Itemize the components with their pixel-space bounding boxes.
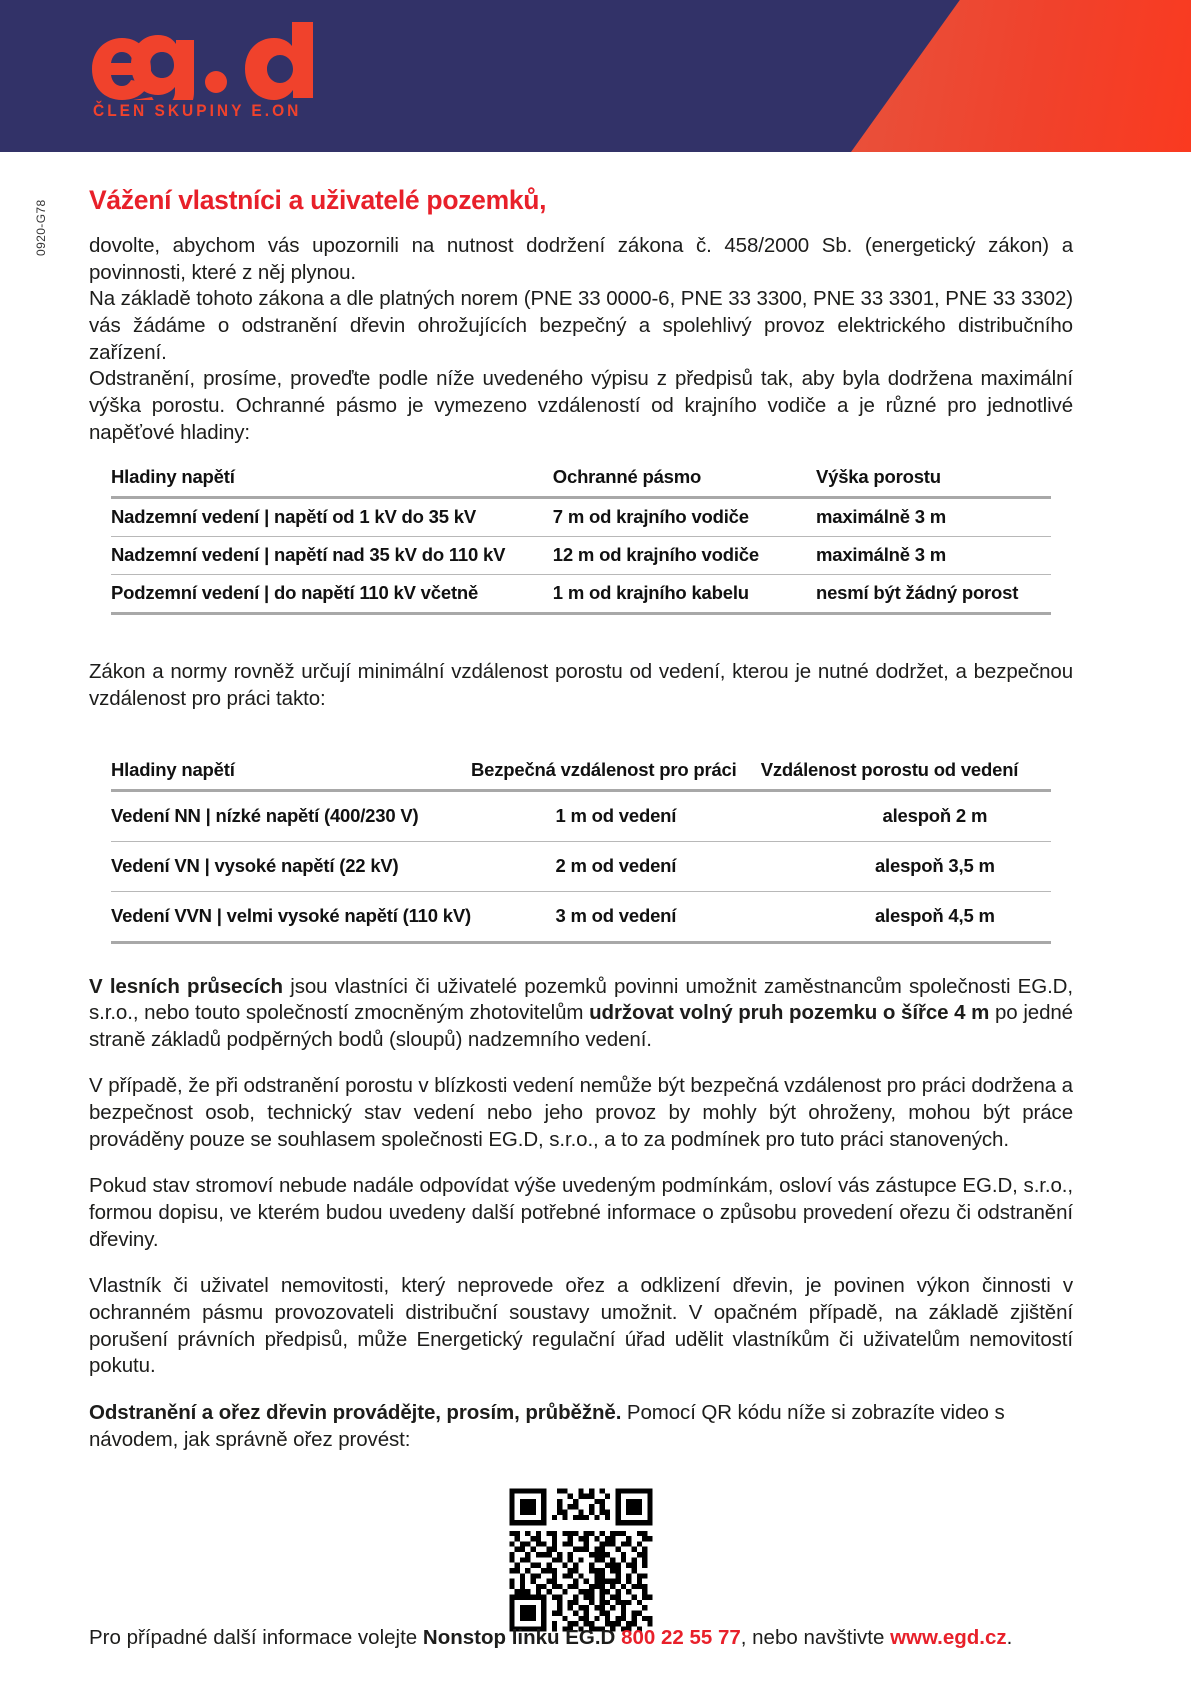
cell-growth-distance: alespoň 3,5 m	[761, 841, 1051, 891]
table-row	[111, 537, 1051, 575]
footer-contact	[89, 1625, 1099, 1652]
table-row	[111, 891, 1051, 942]
page-header	[0, 0, 1191, 152]
forest-text-1: jsou vlastníci či uživatelé pozemků povinni umožnit zaměstnancům společnosti EG.D, s.r.o., nebo touto společností zmocněným zhotovitelům	[89, 974, 1073, 1025]
intro-paragraph-1: dovolte, abychom vás upozornili na nutnost dodržení zákona č. 458/2000 Sb. (energetický zákon) a povinnosti, které z něj plynou.	[89, 234, 1073, 284]
main-content	[89, 186, 1073, 1637]
cell-zone: 1 m od krajního kabelu	[553, 575, 816, 614]
qr-intro-paragraph	[89, 1400, 1073, 1453]
egd-logo	[89, 22, 419, 120]
column-header-safe-distance: Bezpečná vzdálenost pro práci	[471, 757, 761, 791]
footer-mid: , nebo navštivte	[740, 1626, 891, 1649]
cell-growth-distance: alespoň 4,5 m	[761, 891, 1051, 942]
safe-distances-table-wrap	[111, 757, 1051, 944]
column-header-height: Výška porostu	[816, 464, 1051, 498]
cell-zone: 7 m od krajního vodiče	[552, 506, 749, 528]
safe-distances-table	[111, 757, 1051, 944]
table-row	[111, 498, 1051, 537]
case-paragraph: V případě, že při odstranění porostu v blízkosti vedení nemůže být bezpečná vzdálenost pro práci dodržena a bezpečnost osob, technický stav vedení nebo jeho provoz by mohly být ohroženy, mohou být práce prováděny pouze se souhlasem společnosti EG.D, s.r.o., a to za podmínek pro tuto práci stanovených.	[89, 1074, 1073, 1151]
table-header-row	[111, 464, 1051, 498]
cell-safe-distance: 1 m od vedení	[555, 804, 677, 826]
cell-level: Nadzemní vedení | napětí od 1 kV do 35 kV	[111, 506, 477, 528]
cell-level: Vedení NN | nízké napětí (400/230 V)	[111, 804, 419, 826]
column-header-zone: Ochranné pásmo	[553, 464, 816, 498]
document-code-label: 0920-G78	[34, 199, 48, 256]
owner-paragraph: Vlastník či uživatel nemovitosti, který neprovede ořez a odklizení dřevin, je povinen výkon činnosti v ochranném pásmu provozovateli distribuční soustavy umožnit. V opačném případě, na základě zjištění porušení právních předpisů, může Energetický regulační úřad udělit vlastníkům či uživatelům nemovitostí pokutu.	[89, 1274, 1073, 1378]
header-diagonal-accent	[851, 0, 1191, 152]
column-header-growth-distance: Vzdálenost porostu od vedení	[761, 757, 1051, 791]
footer-phone-number[interactable]: 800 22 55 77	[621, 1626, 741, 1649]
cell-zone: 12 m od krajního vodiče	[553, 537, 816, 575]
egd-tagline: ČLEN SKUPINY E.ON	[93, 102, 302, 121]
cell-level: Vedení VVN | velmi vysoké napětí (110 kV)	[111, 891, 471, 942]
forest-paragraph	[89, 974, 1073, 1054]
table-header-row	[111, 757, 1051, 791]
footer-website-link[interactable]: www.egd.cz	[890, 1626, 1007, 1649]
cell-safe-distance: 3 m od vedení	[471, 891, 761, 942]
footer-hotline-label: Nonstop linku EG.D	[422, 1626, 616, 1649]
cell-level: Nadzemní vedení | napětí nad 35 kV do 110 kV	[111, 537, 553, 575]
cell-height: maximálně 3 m	[815, 506, 947, 528]
footer-end: .	[1006, 1626, 1013, 1649]
cell-level: Podzemní vedení | do napětí 110 kV včetně	[111, 575, 553, 614]
cell-height: maximálně 3 m	[816, 537, 1051, 575]
table-row	[111, 841, 1051, 891]
forest-text-2: po jedné straně základů podpěrných bodů (sloupů) nadzemního vedení.	[89, 1001, 1073, 1051]
voltage-zones-table-wrap	[111, 464, 1051, 615]
intro-paragraph-2: Na základě tohoto zákona a dle platných norem (PNE 33 0000-6, PNE 33 3300, PNE 33 3301, PNE 33 3302) vás žádáme o odstranění dřevin ohrožujících bezpečný a spolehlivý provoz elektrického distribučního zařízení.	[89, 287, 1073, 364]
cell-growth-distance: alespoň 2 m	[882, 804, 988, 826]
qr-lead-bold: Odstranění a ořez dřevin provádějte, prosím, průběžně.	[89, 1400, 622, 1424]
table-row	[111, 575, 1051, 614]
forest-lead-bold: V lesních průsecích	[89, 974, 283, 998]
qr-code-wrap	[89, 1483, 1073, 1637]
egd-wordmark-icon	[89, 22, 419, 100]
page-title: Vážení vlastníci a uživatelé pozemků,	[89, 185, 547, 215]
footer-lead: Pro případné další informace volejte	[89, 1626, 423, 1649]
column-header-levels: Hladiny napětí	[111, 464, 553, 498]
qr-text: Pomocí QR kódu níže si zobrazíte video s návodem, jak správně ořez provést:	[89, 1400, 1005, 1451]
cell-safe-distance: 2 m od vedení	[471, 841, 761, 891]
forest-mid-bold: udržovat volný pruh pozemku o šířce 4 m	[589, 1001, 990, 1025]
table-row	[111, 790, 1051, 841]
state-paragraph: Pokud stav stromoví nebude nadále odpovídat výše uvedeným podmínkám, osloví vás zástupce EG.D, s.r.o., formou dopisu, ve kterém budou uvedeny další potřebné informace o způsobu provedení ořezu či odstranění dřeviny.	[89, 1174, 1073, 1251]
cell-height: nesmí být žádný porost	[816, 575, 1051, 614]
mid-paragraph: Zákon a normy rovněž určují minimální vzdálenost porostu od vedení, kterou je nutné dodržet, a bezpečnou vzdálenost pro práci takto:	[89, 660, 1073, 710]
intro-paragraph-3: Odstranění, prosíme, proveďte podle níže uvedeného výpisu z předpisů tak, aby byla dodržena maximální výška porostu. Ochranné pásmo je vymezeno vzdáleností od krajního vodiče a je různé pro jednotlivé napěťové hladiny:	[89, 367, 1073, 444]
cell-level: Vedení VN | vysoké napětí (22 kV)	[111, 841, 471, 891]
qr-code-icon[interactable]	[504, 1483, 658, 1637]
voltage-zones-table	[111, 464, 1051, 615]
column-header-levels: Hladiny napětí	[111, 757, 471, 791]
